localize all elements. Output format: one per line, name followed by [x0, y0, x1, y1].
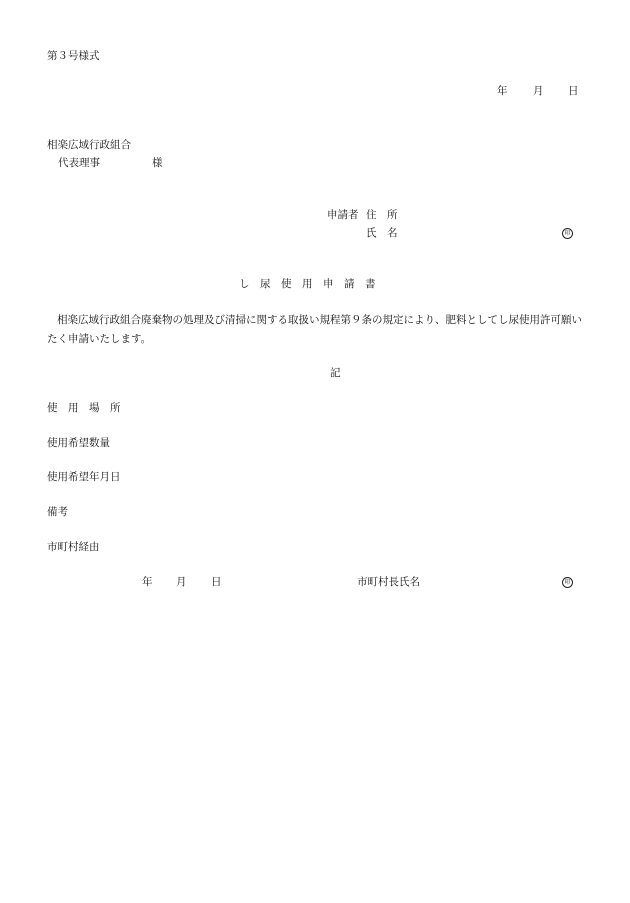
date-year: 年	[497, 85, 508, 97]
municipal-month: 月	[176, 576, 187, 588]
date-month: 月	[533, 85, 544, 97]
municipal-day: 日	[211, 576, 222, 588]
document-title: し 尿 使 用 申 請 書	[239, 278, 376, 290]
addressee-honorific: 様	[152, 157, 163, 169]
item-remarks: 備考	[47, 506, 68, 518]
applicant-label: 申請者	[327, 209, 359, 221]
applicant-name-label: 氏 名	[366, 227, 398, 239]
body-paragraph: 相楽広域行政組合廃棄物の処理及び清掃に関する取扱い規程第９条の規定により、肥料としてし尿使用許可願いたく申請いたします。	[47, 314, 582, 345]
municipal-mayor-label: 市町村長氏名	[357, 576, 420, 588]
municipal-year: 年	[142, 576, 153, 588]
item-date: 使用希望年月日	[47, 471, 121, 483]
addressee-organization: 相楽広域行政組合	[47, 139, 131, 151]
date-day: 日	[568, 85, 579, 97]
item-quantity: 使用希望数量	[47, 437, 110, 449]
item-location: 使 用 場 所	[47, 402, 121, 414]
form-number: 第３号様式	[47, 50, 100, 62]
municipal-seal-icon: 印	[562, 577, 573, 588]
addressee-title: 代表理事	[58, 157, 100, 169]
applicant-seal-icon: 印	[562, 228, 573, 239]
note-heading: 記	[330, 367, 341, 379]
item-via: 市町村経由	[47, 541, 100, 553]
applicant-address-label: 住 所	[366, 209, 398, 221]
